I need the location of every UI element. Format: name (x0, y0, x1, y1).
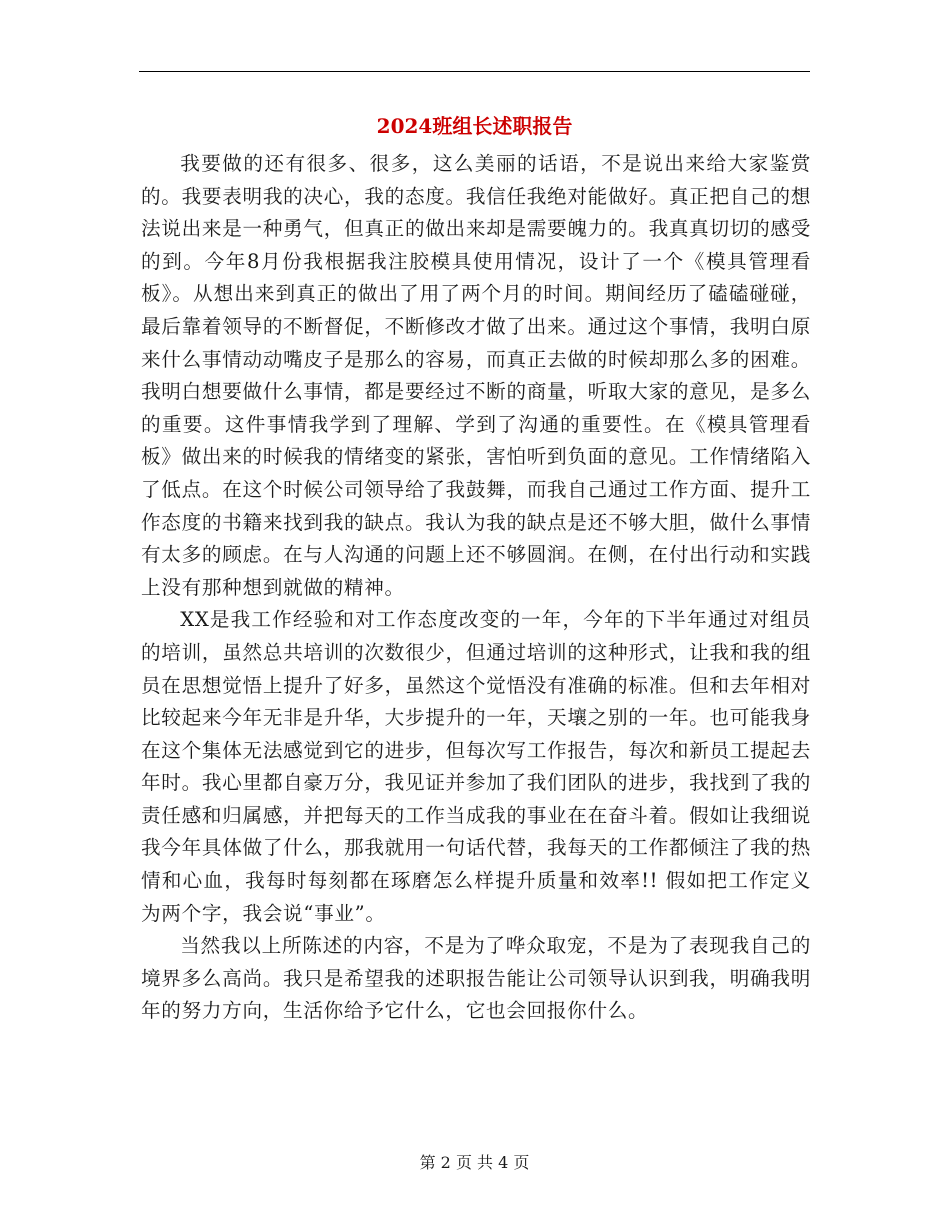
paragraph-2: XX是我工作经验和对工作态度改变的一年，今年的下半年通过对组员的培训，虽然总共培训的次数很少，但通过培训的这种形式，让我和我的组员在思想觉悟上提升了好多，虽然这个觉悟没有准确的标准。但和去年相对比较起来今年无非是升华，大步提升的一年，天壤之别的一年。也可能我身在这个集体无法感觉到它的进步，但每次写工作报告，每次和新员工提起去年时。我心里都自豪万分，我见证并参加了我们团队的进步，我找到了我的责任感和归属感，并把每天的工作当成我的事业在在奋斗着。假如让我细说我今年具体做了什么，那我就用一句话代替，我每天的工作都倾注了我的热情和心血，我每时每刻都在琢磨怎么样提升质量和效率!! 假如把工作定义为两个字，我会说“事业”。 (141, 608, 811, 925)
paragraph-3: 当然我以上所陈述的内容，不是为了哗众取宠，不是为了表现我自己的境界多么高尚。我只是希望我的述职报告能让公司领导认识到我，明确我明年的努力方向，生活你给予它什么，它也会回报你什么。 (141, 934, 811, 1023)
document-body (141, 148, 811, 1028)
paragraph-1: 我要做的还有很多、很多，这么美丽的话语，不是说出来给大家鉴赏的。我要表明我的决心，我的态度。我信任我绝对能做好。真正把自己的想法说出来是一种勇气，但真正的做出来却是需要魄力的。我真真切切的感受的到。今年8月份我根据我注胶模具使用情况，设计了一个《模具管理看板》。从想出来到真正的做出了用了两个月的时间。期间经历了磕磕碰碰，最后靠着领导的不断督促，不断修改才做了出来。通过这个事情，我明白原来什么事情动动嘴皮子是那么的容易，而真正去做的时候却那么多的困难。我明白想要做什么事情，都是要经过不断的商量，听取大家的意见，是多么的重要。这件事情我学到了理解、学到了沟通的重要性。在《模具管理看板》做出来的时候我的情绪变的紧张，害怕听到负面的意见。工作情绪陷入了低点。在这个时候公司领导给了我鼓舞，而我自己通过工作方面、提升工作态度的书籍来找到我的缺点。我认为我的缺点是还不够大胆，做什么事情有太多的顾虑。在与人沟通的问题上还不够圆润。在侧，在付出行动和实践上没有那种想到就做的精神。 (141, 152, 811, 599)
document-title: 2024班组长述职报告 (376, 114, 573, 138)
page-footer: 第 2 页 共 4 页 (419, 1153, 530, 1172)
header-rule (139, 71, 810, 72)
